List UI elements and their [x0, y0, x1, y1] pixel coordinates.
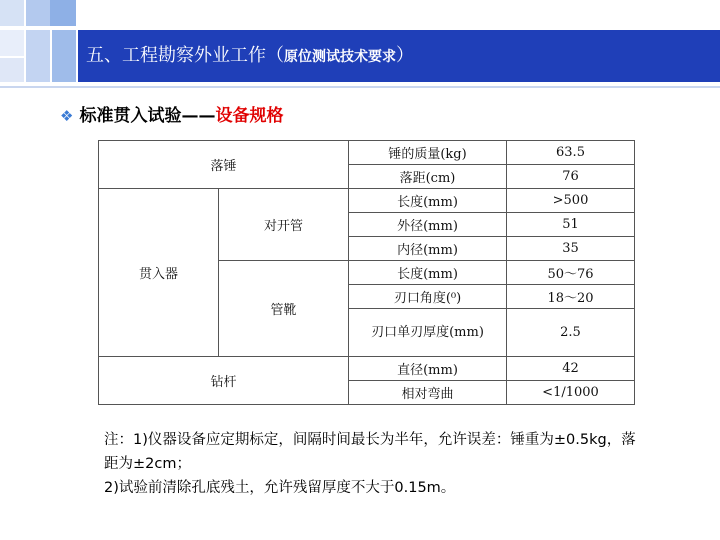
param-cell: 内径(mm): [349, 237, 507, 261]
section-heading: [60, 104, 283, 128]
decor-square-1: [0, 0, 24, 26]
title-sub: 原位测试技术要求: [284, 49, 396, 65]
group-label-hammer: 落锤: [99, 141, 349, 189]
value-cell: >500: [507, 189, 635, 213]
param-cell: 长度(mm): [349, 261, 507, 285]
decor-square-6: [52, 30, 76, 82]
subgroup-label-shoe: 管靴: [219, 261, 349, 357]
title-close: ）: [396, 45, 414, 66]
spec-table: [98, 140, 635, 405]
param-cell: 刃口角度(⁰): [349, 285, 507, 309]
value-cell: 35: [507, 237, 635, 261]
note-line-2: 2)试验前清除孔底残土，允许残留厚度不大于0.15m。: [104, 480, 456, 496]
value-cell: 2.5: [507, 309, 635, 357]
group-label-penetrator: 贯入器: [99, 189, 219, 357]
param-cell: 外径(mm): [349, 213, 507, 237]
subgroup-label-split-tube: 对开管: [219, 189, 349, 261]
param-cell: 直径(mm): [349, 357, 507, 381]
decor-square-4: [0, 30, 24, 56]
param-cell: 相对弯曲: [349, 381, 507, 405]
decor-square-5: [26, 30, 50, 82]
param-cell: 落距(cm): [349, 165, 507, 189]
param-cell: 锤的质量(kg): [349, 141, 507, 165]
diamond-bullet-icon: ❖: [60, 107, 74, 125]
value-cell: 51: [507, 213, 635, 237]
value-cell: 50～76: [507, 261, 635, 285]
decor-square-7: [0, 58, 24, 82]
value-cell: 18～20: [507, 285, 635, 309]
header-divider: [0, 86, 720, 88]
group-label-rod: 钻杆: [99, 357, 349, 405]
value-cell: 76: [507, 165, 635, 189]
note-line-1: 注：1)仪器设备应定期标定，间隔时间最长为半年，允许误差：锤重为±0.5kg，落距为±2cm；: [104, 432, 636, 472]
decor-square-3: [50, 0, 76, 26]
value-cell: 42: [507, 357, 635, 381]
table-row: [99, 141, 635, 165]
page-title: [86, 30, 414, 82]
title-main: 五、工程勘察外业工作（: [86, 45, 284, 66]
section-highlight: 设备规格: [215, 106, 284, 126]
note-block: [104, 428, 644, 500]
param-cell: 长度(mm): [349, 189, 507, 213]
table-row: [99, 189, 635, 213]
section-label: 标准贯入试验——: [79, 106, 216, 126]
value-cell: 63.5: [507, 141, 635, 165]
value-cell: <1/1000: [507, 381, 635, 405]
table-row: [99, 357, 635, 381]
param-cell: 刃口单刃厚度(mm): [349, 309, 507, 357]
